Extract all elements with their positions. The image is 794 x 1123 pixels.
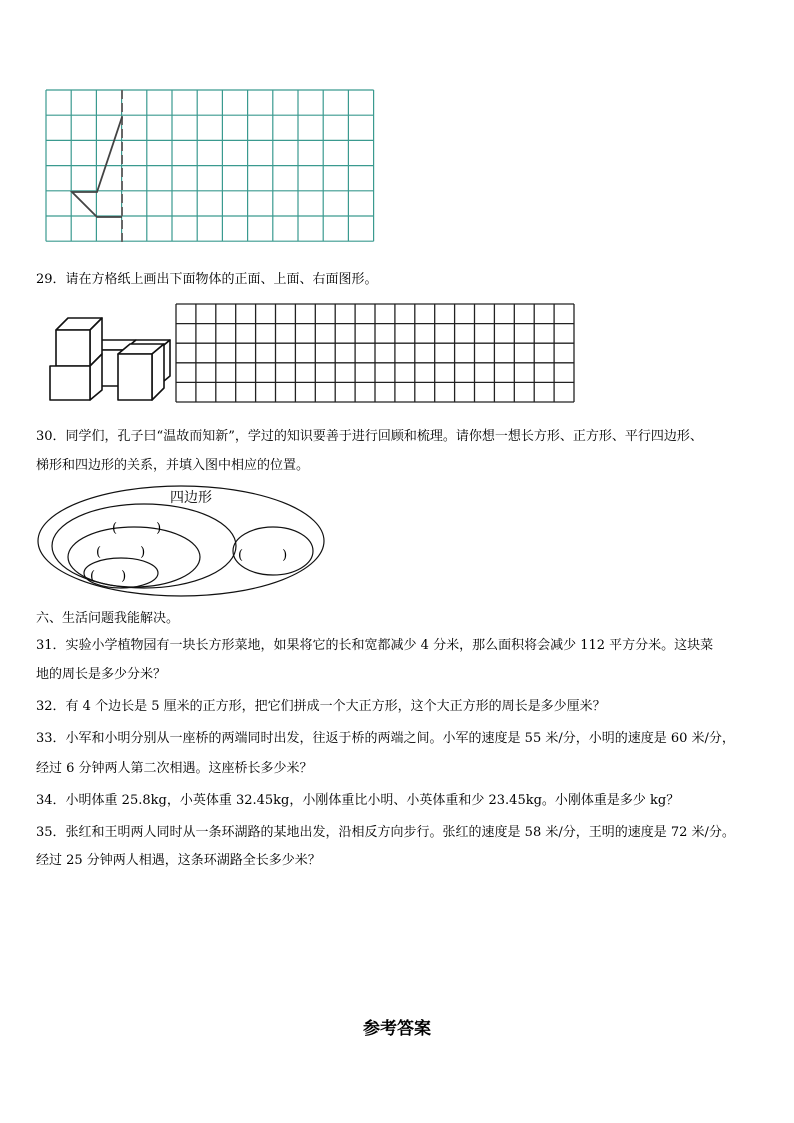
answers-title: 参考答案	[363, 1019, 431, 1039]
symmetry-grid-figure	[46, 90, 376, 245]
blank-square[interactable]: ( )	[90, 569, 127, 584]
question-31-line2: 地的周长是多少分米？	[36, 667, 167, 682]
question-33-line2: 经过 6 分钟两人第二次相遇。这座桥长多少米？	[36, 761, 313, 776]
drawing-grid	[176, 304, 576, 404]
question-32: 32．有 4 个边长是 5 厘米的正方形，把它们拼成一个大正方形，这个大正方形的周长是多少厘米？	[36, 699, 606, 714]
blank-rectangle[interactable]: ( )	[96, 545, 146, 560]
quadrilateral-label: 四边形	[170, 490, 212, 506]
question-35-line1: 35．张红和王明两人同时从一条环湖路的某地出发，沿相反方向步行。张红的速度是 58 米/分，王明的速度是 72 米/分。	[36, 825, 735, 840]
cube-stack-figure	[46, 312, 176, 402]
question-35-line2: 经过 25 分钟两人相遇，这条环湖路全长多少米？	[36, 853, 321, 868]
blank-parallelogram[interactable]: ( )	[112, 521, 162, 536]
question-29-text: 29．请在方格纸上画出下面物体的正面、上面、右面图形。	[36, 272, 378, 287]
question-30-line1: 30．同学们，孔子曰“温故而知新”，学过的知识要善于进行回顾和梳理。请你想一想长方形、正方形、平行四边形、	[36, 429, 703, 444]
question-33-line1: 33．小军和小明分别从一座桥的两端同时出发，往返于桥的两端之间。小军的速度是 55 米/分，小明的速度是 60 米/分，	[36, 731, 735, 746]
question-34: 34．小明体重 25.8kg，小英体重 32.45kg，小刚体重比小明、小英体重和少 23.45kg。小刚体重是多少 kg？	[36, 793, 680, 808]
blank-trapezoid[interactable]: ( )	[238, 548, 288, 563]
question-29	[36, 272, 378, 288]
section-6-heading: 六、生活问题我能解决。	[36, 611, 180, 626]
question-31-line1: 31．实验小学植物园有一块长方形菜地，如果将它的长和宽都减少 4 分米，那么面积将会减少 112 平方分米。这块菜	[36, 638, 714, 653]
question-30-line2: 梯形和四边形的关系，并填入图中相应的位置。	[36, 458, 310, 473]
